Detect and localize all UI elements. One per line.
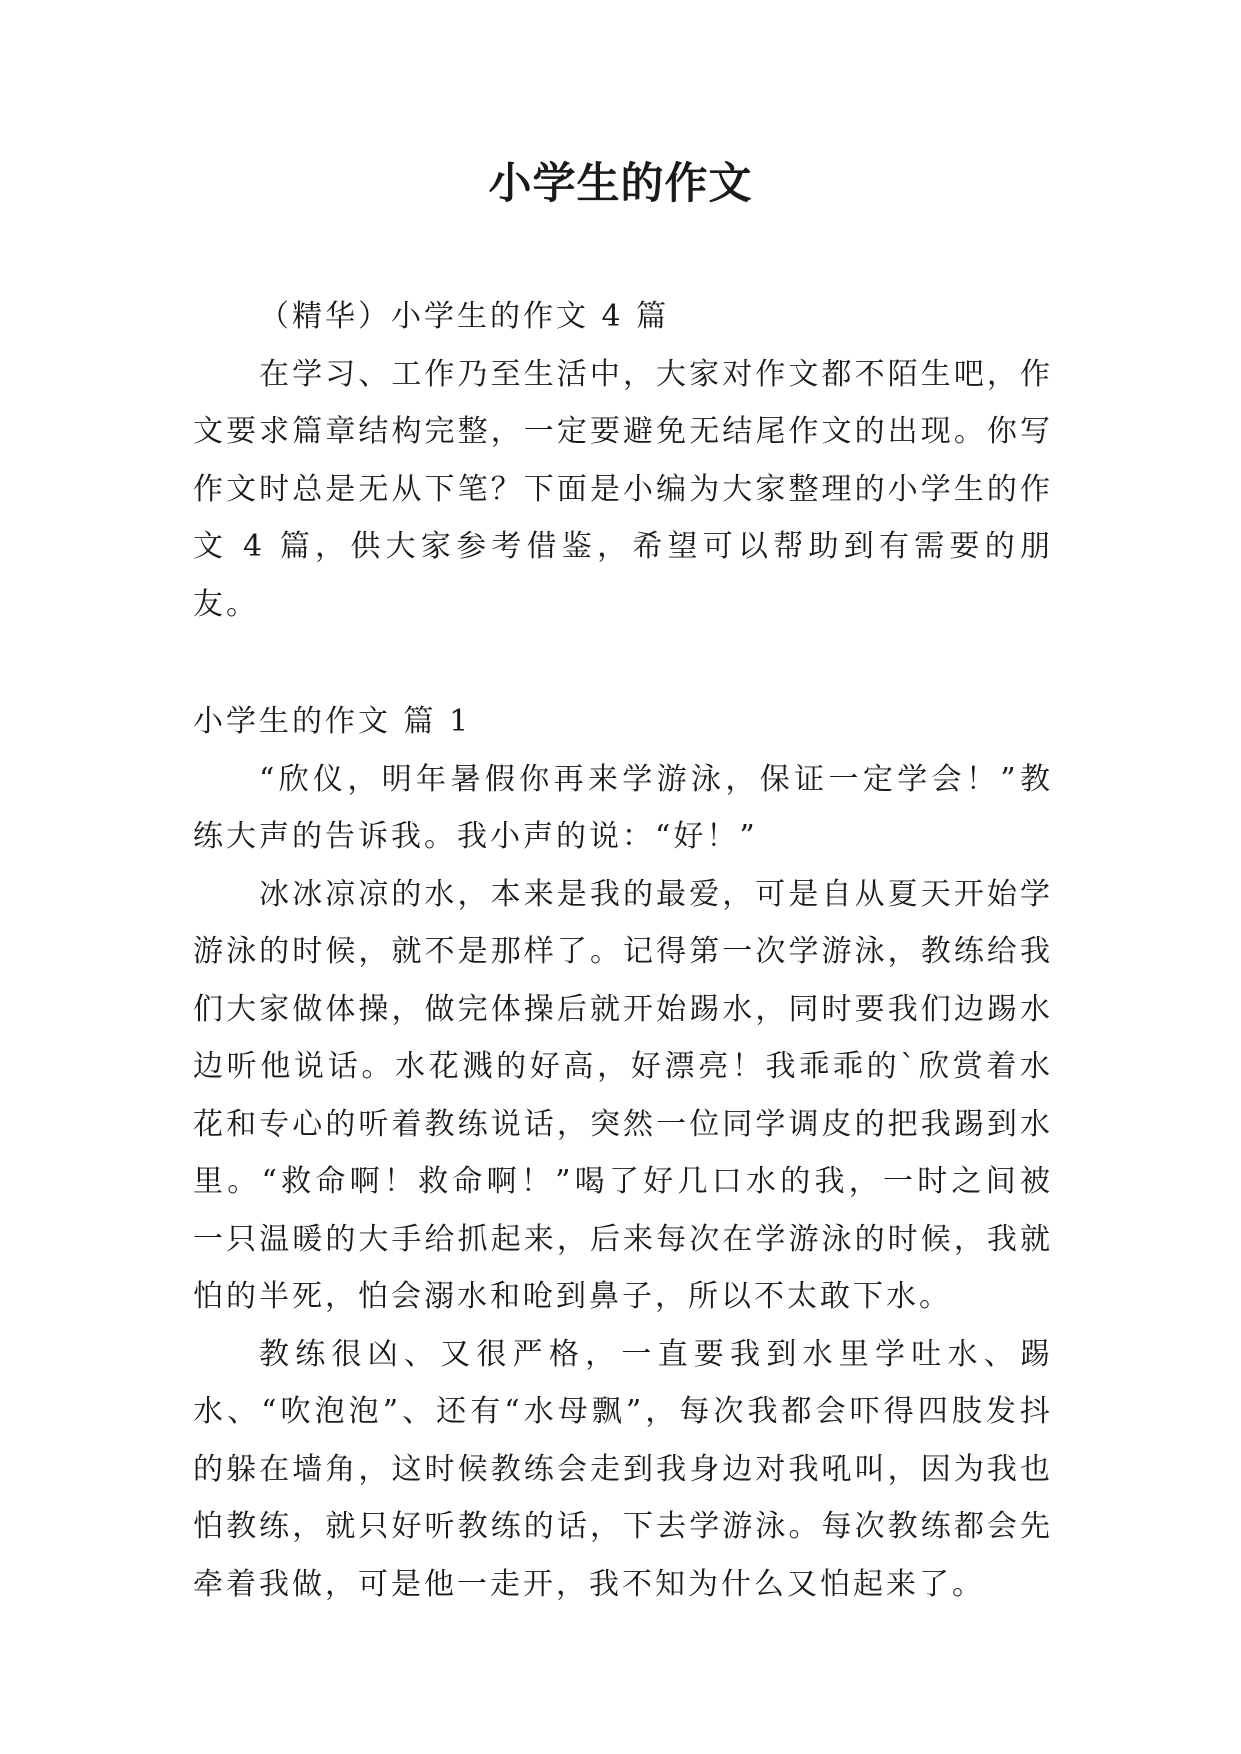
body-paragraph-3: 教练很凶、又很严格，一直要我到水里学吐水、踢水、“吹泡泡”、还有“水母飘”，每次我都会吓得四肢发抖的躲在墙角，这时候教练会走到我身边对我吼叫，因为我也怕教练，就只好听教练的话，下去学游泳。每次教练都会先牵着我做，可是他一走开，我不知为什么又怕起来了。: [193, 1336, 1053, 1602]
document-subtitle: （精华）小学生的作文 4 篇: [259, 299, 670, 334]
document-body: [193, 288, 1053, 1613]
body-paragraph-2: 冰冰凉凉的水，本来是我的最爱，可是自从夏天开始学游泳的时候，就不是那样了。记得第一次学游泳，教练给我们大家做体操，做完体操后就开始踢水，同时要我们边踢水边听他说话。水花溅的好高，好漂亮！我乖乖的`欣赏着水花和专心的听着教练说话，突然一位同学调皮的把我踢到水里。“救命啊！救命啊！”喝了好几口水的我，一时之间被一只温暖的大手给抓起来，后来每次在学游泳的时候，我就怕的半死，怕会溺水和呛到鼻子，所以不太敢下水。: [193, 876, 1053, 1314]
body-paragraph-1: “欣仪，明年暑假你再来学游泳，保证一定学会！”教练大声的告诉我。我小声的说：“好！”: [193, 761, 1053, 854]
document-title: 小学生的作文: [488, 159, 753, 209]
section-spacer: [193, 633, 1053, 693]
intro-paragraph: 在学习、工作乃至生活中，大家对作文都不陌生吧，作文要求篇章结构完整，一定要避免无结尾作文的出现。你写作文时总是无从下笔？下面是小编为大家整理的小学生的作文 4 篇，供大家参考借鉴，希望可以帮助到有需要的朋友。: [193, 356, 1053, 622]
section-heading: 小学生的作文 篇 1: [193, 704, 472, 739]
